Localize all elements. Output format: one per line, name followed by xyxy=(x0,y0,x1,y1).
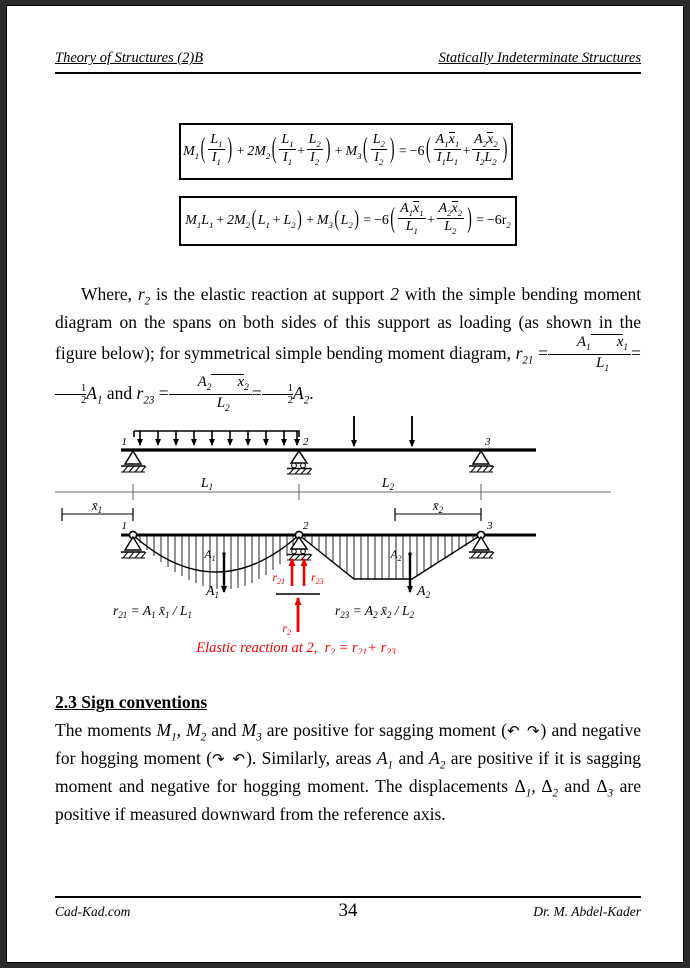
formula-r23: $r_{23} = A_2$ $x̄_2 / L_2$ xyxy=(335,603,415,620)
eq2-plus-3: + xyxy=(303,213,317,229)
bmd-node-label-2: 2 xyxy=(303,520,309,532)
sign-text-5: are positive if it is sagging moment and negative for hogging moment. The displacements xyxy=(55,748,642,797)
paren-open-3: ( xyxy=(363,135,368,166)
sign-delta-1: Δ xyxy=(514,776,526,797)
support-roller-3 xyxy=(469,451,494,472)
eq2-plus-1: + xyxy=(213,213,227,229)
x1-bar: x xyxy=(448,131,455,147)
paren-close: ) xyxy=(227,135,233,166)
eq2-equals-2: = xyxy=(473,213,487,229)
paren-open: ( xyxy=(200,135,206,166)
eq2-rhs-tail: −6r xyxy=(486,213,507,229)
where-and: and xyxy=(106,383,133,404)
sign-text-2: are positive for sagging moment ( xyxy=(266,720,507,740)
sign-m3: M xyxy=(241,720,257,740)
eq1-2m2: 2M xyxy=(247,143,266,159)
loaded-beam-diagram xyxy=(55,416,611,500)
eq2-equals-1: = xyxy=(360,213,374,229)
eq2-paren-close-2: ) xyxy=(354,208,359,232)
paren-close-3: ) xyxy=(389,135,395,166)
resultant-label-A2: $A_2$ xyxy=(417,584,431,600)
header-right-title: Statically Indeterminate Structures xyxy=(438,50,641,66)
frac-l1-i1: $\frac{L_1}{I_1}$ xyxy=(210,131,223,167)
where-a2: A xyxy=(292,383,304,404)
where-equals-4: = xyxy=(251,383,262,404)
sign-delta-3: Δ xyxy=(596,776,608,797)
where-r21: r xyxy=(515,343,523,364)
sign-and-3: and xyxy=(564,776,590,797)
where-support-num: 2 xyxy=(390,284,400,304)
beam-node-label-3: 3 xyxy=(485,436,491,448)
eq2-paren-open-2: ( xyxy=(334,208,340,232)
figure-caption-elastic-reaction: Elastic reaction at 2, $r_2 = r_{21}+ r_{23}$ xyxy=(196,640,396,654)
sign-text-3: ) and negative for hogging moment ( xyxy=(55,720,642,769)
eq2-paren-close-3: ) xyxy=(467,204,472,236)
label-r21: $r_{21}$ xyxy=(272,570,285,586)
page-number: 34 xyxy=(338,900,358,921)
equation-box-2 xyxy=(179,196,517,246)
equation-2: $M_1L_1 + 2M_2$ ( $L_1 + L_2$ ) + $M_3$ ( $L_2$ ) = −6 ( $\frac{A_1x_1}{L_1}$ + $\frac{A_2x_2}{L_2}$ ) = $-6r_2$ xyxy=(185,201,511,237)
span-label-L2: $L_2$ xyxy=(381,476,395,492)
area-inner-label-A2: $A_2$ xyxy=(390,547,402,563)
section-heading-2-3: 2.3 Sign conventions xyxy=(55,692,208,712)
plus-1: + xyxy=(233,143,248,159)
bmd-node-label-1: 1 xyxy=(121,520,127,532)
sagging-moment-icon: ↶ ↷ xyxy=(506,722,541,740)
footer-author: Dr. M. Abdel-Kader xyxy=(533,904,641,919)
point-loads-span-2 xyxy=(354,416,412,446)
where-a1: A xyxy=(86,383,97,404)
where-equals-3: = xyxy=(158,383,169,404)
paragraph-where: Where, $r_2$ is the elastic reaction at support 2 with the simple bending moment diagram on the spans on both sides of this support as loading (as shown in the figure below); for symmetrical simple bending moment diagram, $r_{21}$ = $\frac{A_1 x_1}{L_1}$ = $\frac{1}{2}$ $A_1$ and $r_{23}$ = $\frac{A_2 x_2}{L_2}$ = $\frac{1}{2}$ $A_2$. xyxy=(55,284,642,414)
running-footer xyxy=(55,900,641,924)
running-header xyxy=(55,50,641,70)
sign-text-6: are positive if measured downward from the reference axis. xyxy=(55,776,642,825)
x2-bar: x xyxy=(487,131,494,147)
footer-site: Cad-Kad.com xyxy=(55,904,131,919)
eq2-plus-4: + xyxy=(427,213,436,229)
eq2-paren-open-1: ( xyxy=(251,208,257,232)
sign-delta-2: Δ xyxy=(541,776,553,797)
sign-and-2: and xyxy=(398,748,424,769)
label-r23: $r_{23}$ xyxy=(311,570,324,586)
formula-r21: $r_{21} = A_1$ $x̄_1 / L_1$ xyxy=(113,603,193,620)
eq2-m1: M xyxy=(185,213,197,229)
header-left-title: Theory of Structures (2)B xyxy=(55,50,204,66)
paren-open-4: ( xyxy=(426,135,431,166)
eq2-m3: M xyxy=(316,213,329,229)
frac-one-half-2: $\frac{1}{2}$ xyxy=(262,383,293,406)
equals-1: = xyxy=(396,143,410,159)
span-label-L1: $L_1$ xyxy=(200,476,214,492)
frac-a2x2-l2: $\frac{A_2x_2}{L_2}$ xyxy=(438,201,463,237)
where-r23: r xyxy=(136,383,144,404)
eq1-rhs-coef: −6 xyxy=(409,143,425,159)
frac-one-half-1: $\frac{1}{2}$ xyxy=(55,383,86,406)
equation-box-1 xyxy=(179,123,513,180)
support-roller-2 xyxy=(287,451,312,474)
frac-l2-i2: $\frac{L_2}{I_2}$ xyxy=(308,131,321,167)
centroid-label-x1: $x̄_1$ xyxy=(91,498,103,515)
where-equals-2: = xyxy=(631,343,642,364)
beam-node-label-2: 2 xyxy=(303,436,309,448)
resultant-label-A1: $A_1$ xyxy=(205,584,219,600)
equation-1: $M_1$ ( $\frac{L_1}{I_1}$ ) + $2M_2$ ( $\frac{L_1}{I_1}$ + $\frac{L_2}{I_2}$ ) + $M_3$ ( $\frac{L_2}{I_2}$ ) = −6 ( $\frac{A_1x_1}{I_1L_1}$ + $\frac{A_2x_2}{I_2L_2}$ ) xyxy=(183,131,508,167)
frac-l1-i1-b: $\frac{L_1}{I_1}$ xyxy=(281,131,294,167)
where-period: . xyxy=(309,383,314,404)
paragraph-sign-conventions: The moments $M_1$, $M_2$ and $M_3$ are positive for sagging moment (↶ ↷) and negative for hogging moment (↷ ↶). Similarly, areas $A_1$ and $A_2$ are positive if it is sagging moment and negative for hogging moment. The displacements $\Delta_1$, $\Delta_2$ and $\Delta_3$ are positive if measured downward from the reference axis. xyxy=(55,720,642,825)
label-r2-total: $r_2$ xyxy=(282,621,291,637)
area-inner-label-A1: $A_1$ xyxy=(204,547,216,563)
hogging-moment-icon: ↷ ↶ xyxy=(212,750,247,769)
plus-2: + xyxy=(297,143,306,159)
sign-a2: A xyxy=(429,748,440,769)
eq2-paren-close-1: ) xyxy=(297,208,302,232)
paren-close-2: ) xyxy=(325,135,331,166)
support-pin-1 xyxy=(121,451,146,472)
eq2-plus-2: + xyxy=(269,213,284,229)
sign-text-4: ). Similarly, areas xyxy=(246,748,372,769)
eq2-rhs-coef: −6 xyxy=(373,213,389,229)
header-rule xyxy=(55,72,641,74)
plus-4: + xyxy=(462,143,471,159)
plus-3: + xyxy=(331,143,346,159)
centroid-label-x2: $x̄_2$ xyxy=(432,498,444,515)
document-page xyxy=(6,5,684,963)
beam-bmd-figure xyxy=(41,404,641,654)
eq1-m3: M xyxy=(345,143,358,159)
where-text-2: is the elastic reaction at support xyxy=(156,284,385,304)
where-equals-1: = xyxy=(537,343,548,364)
elastic-reaction-arrows xyxy=(272,559,323,637)
eq1-i1: I xyxy=(211,149,217,165)
page-content xyxy=(55,6,641,962)
eq2-2m2: 2M xyxy=(226,213,246,229)
where-text-3: with the simple bending moment diagram on the spans on both sides of this support as loading (as shown in the figure below); for symmetrical simple bending moment diagram, xyxy=(55,284,642,364)
span-dimension-line xyxy=(55,484,611,500)
eq1-l1: L xyxy=(210,131,219,147)
sign-m1: M xyxy=(156,720,172,740)
bmd-node-label-3: 3 xyxy=(487,520,493,532)
frac-l2-i2-b: $\frac{L_2}{I_2}$ xyxy=(372,131,385,167)
paren-open-2: ( xyxy=(271,135,277,166)
frac-a2x2-over-l2: $\frac{A_2 x_2}{L_2}$ xyxy=(169,374,252,414)
where-r2: r xyxy=(137,284,145,304)
footer-rule xyxy=(55,896,641,898)
eq1-m1-sub: 1 xyxy=(194,150,200,161)
sign-a1: A xyxy=(376,748,388,769)
figure-svg xyxy=(41,404,641,654)
frac-a1x1-over-l1: $\frac{A_1 x_1}{L_1}$ xyxy=(548,334,631,374)
centroid-dimension-x2 xyxy=(395,498,481,521)
sign-comma-2: , xyxy=(531,776,536,797)
paren-close-4: ) xyxy=(502,135,508,166)
sign-and-1: and xyxy=(211,720,237,740)
frac-a1x1-i1l1: $\frac{A_1x_1}{I_1L_1}$ xyxy=(435,131,460,167)
sign-m2: M xyxy=(186,720,201,740)
centroid-dimension-x1 xyxy=(62,498,133,521)
bending-moment-diagram xyxy=(62,498,536,654)
eq1-m1: M xyxy=(183,143,195,159)
where-word: Where, xyxy=(81,284,133,304)
sign-comma-1: , xyxy=(176,720,181,740)
beam-node-label-1: 1 xyxy=(121,436,127,448)
eq2-paren-open-3: ( xyxy=(390,204,396,236)
frac-a2x2-i2l2: $\frac{A_2x_2}{I_2L_2}$ xyxy=(474,131,498,167)
sign-text-1: The moments xyxy=(55,720,152,740)
frac-a1x1-l1: $\frac{A_1x_1}{L_1}$ xyxy=(400,201,424,237)
udl-load-span-1 xyxy=(134,431,299,445)
